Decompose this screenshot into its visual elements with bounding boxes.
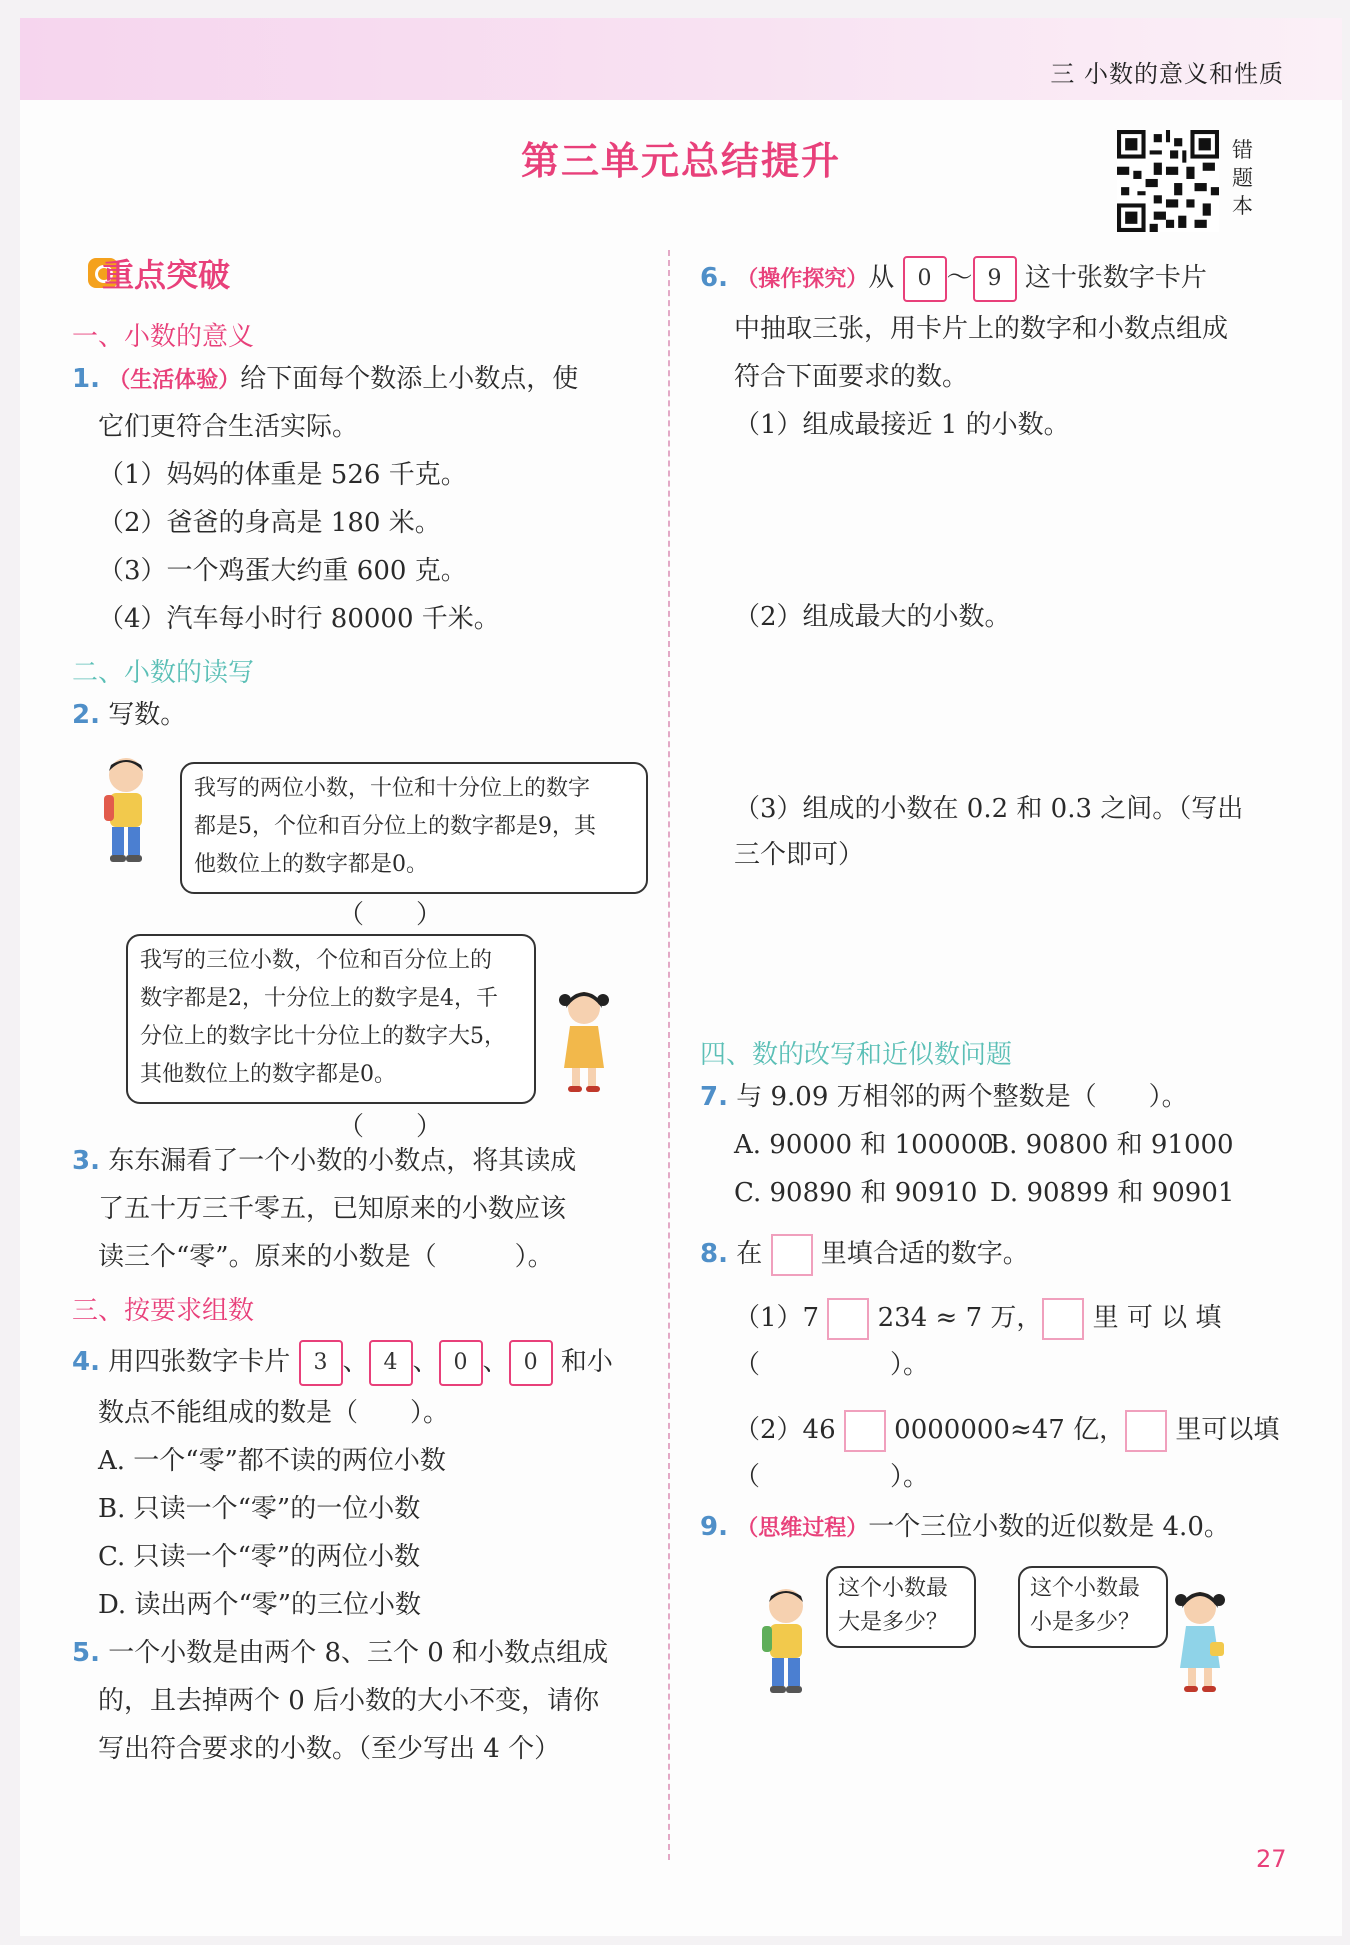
question-1 [72, 364, 578, 395]
question-text: 中抽取三张，用卡片上的数字和小数点组成 [734, 314, 1229, 344]
question-number: 8. [700, 1239, 728, 1269]
bubble-line: 这个小数最 [838, 1576, 949, 1601]
question-8 [700, 1234, 1029, 1276]
question-text: 在 [736, 1239, 763, 1269]
option-d[interactable]: D. 90899 和 90901 [990, 1178, 1235, 1208]
question-text: 一个三位小数的近似数是 4.0。 [868, 1512, 1230, 1542]
chapter-title: 三 小数的意义和性质 [1050, 60, 1284, 88]
question-number: 3. [72, 1146, 100, 1176]
question-tag: （操作探究） [736, 266, 869, 292]
question-7 [700, 1082, 1188, 1112]
question-text: 里填合适的数字。 [820, 1239, 1029, 1269]
page [20, 18, 1342, 1936]
bubble-line: 分位上的数字比十分位上的数字大5， [140, 1024, 506, 1049]
bubble-line: 大是多少？ [838, 1610, 949, 1635]
number-card: 0 [903, 256, 947, 302]
question-text: 从 [868, 263, 895, 293]
list-item: （1）妈妈的体重是 526 千克。 [98, 460, 467, 490]
sub-text: 里 可 以 填 [1092, 1303, 1222, 1333]
tilde: ～ [946, 263, 973, 293]
question-4 [72, 1340, 613, 1386]
question-text: 数点不能组成的数是（ ）。 [98, 1398, 450, 1428]
question-text: 与 9.09 万相邻的两个整数是（ ）。 [736, 1082, 1188, 1112]
question-text: 和小 [560, 1347, 613, 1377]
bubble-line: 他数位上的数字都是0。 [194, 852, 428, 877]
question-text: 写出符合要求的小数。（至少写出 4 个） [98, 1734, 561, 1764]
question-text: 东东漏看了一个小数的小数点，将其读成 [108, 1146, 577, 1176]
question-tag: （思维过程） [736, 1515, 869, 1541]
column-divider [668, 250, 670, 1860]
section-heading-3: 三、按要求组数 [72, 1296, 255, 1326]
bubble-line: 数字都是2，十分位上的数字是4，千 [140, 986, 498, 1011]
qr-label-char: 本 [1232, 194, 1253, 218]
option-c[interactable]: C. 90890 和 90910 [734, 1178, 978, 1208]
key-heading: 重点突破 [102, 256, 231, 294]
boy-illustration [96, 753, 156, 868]
answer-blank[interactable]: （ ） [338, 900, 443, 930]
question-number: 7. [700, 1082, 728, 1112]
question-3 [72, 1146, 576, 1176]
sub-question: 三个即可） [734, 840, 865, 870]
sub-question [734, 1410, 1279, 1452]
question-6 [700, 256, 1207, 302]
number-card: 3 [299, 1340, 343, 1386]
sub-question: （1）组成最接近 1 的小数。 [734, 410, 1070, 440]
number-card: 0 [509, 1340, 553, 1386]
girl-illustration [554, 986, 614, 1098]
question-number: 1. [72, 364, 100, 394]
option-b[interactable]: B. 90800 和 91000 [990, 1130, 1234, 1160]
sub-question [734, 1298, 1221, 1340]
number-card: 9 [973, 256, 1017, 302]
question-number: 6. [700, 263, 728, 293]
sub-text: （2）46 [734, 1415, 836, 1445]
question-number: 9. [700, 1512, 728, 1542]
speech-bubble-max [826, 1566, 976, 1648]
fill-box[interactable] [1125, 1410, 1167, 1452]
sub-question: （2）组成最大的小数。 [734, 602, 1011, 632]
question-tag: （生活体验） [108, 367, 241, 393]
option-c[interactable]: C. 只读一个“零”的两位小数 [98, 1542, 421, 1572]
section-heading-1: 一、小数的意义 [72, 322, 255, 352]
bubble-line: 小是多少？ [1030, 1610, 1141, 1635]
fill-box[interactable] [844, 1410, 886, 1452]
question-number: 2. [72, 700, 100, 730]
fill-box[interactable] [771, 1234, 813, 1276]
bubble-line: 都是5，个位和百分位上的数字都是9，其 [194, 814, 596, 839]
question-2 [72, 700, 186, 730]
unit-title: 第三单元总结提升 [520, 139, 841, 183]
header-band [20, 18, 1342, 100]
qr-label-char: 错 [1232, 138, 1253, 162]
bubble-line: 我写的两位小数，十位和十分位上的数字 [194, 776, 591, 801]
question-text: 它们更符合生活实际。 [98, 412, 359, 442]
question-text: 了五十万三千零五，已知原来的小数应该 [98, 1194, 567, 1224]
option-b[interactable]: B. 只读一个“零”的一位小数 [98, 1494, 421, 1524]
question-number: 5. [72, 1638, 100, 1668]
separator: 、 [412, 1347, 439, 1377]
sub-text: 0000000≈47 亿， [894, 1415, 1126, 1445]
question-text: 写数。 [108, 700, 187, 730]
sub-text: 234 ≈ 7 万， [877, 1303, 1043, 1333]
question-5 [72, 1638, 608, 1668]
qr-code-icon[interactable] [1117, 130, 1219, 232]
answer-blank[interactable]: （ ）。 [734, 1350, 930, 1380]
answer-blank[interactable]: （ ）。 [734, 1462, 930, 1492]
speech-bubble-girl [126, 934, 536, 1104]
bubble-line: 我写的三位小数，个位和百分位上的 [140, 948, 493, 973]
option-d[interactable]: D. 读出两个“零”的三位小数 [98, 1590, 422, 1620]
number-card: 0 [439, 1340, 483, 1386]
separator: 、 [482, 1347, 509, 1377]
question-9 [700, 1512, 1230, 1543]
fill-box[interactable] [1042, 1298, 1084, 1340]
sub-text: （1）7 [734, 1303, 820, 1333]
question-text: 给下面每个数添上小数点，使 [240, 364, 579, 394]
speech-bubble-min [1018, 1566, 1168, 1648]
list-item: （4）汽车每小时行 80000 千米。 [98, 604, 500, 634]
option-a[interactable]: A. 90000 和 100000 [734, 1130, 994, 1160]
question-text: 用四张数字卡片 [108, 1347, 291, 1377]
question-text: 这十张数字卡片 [1024, 263, 1207, 293]
question-text: 一个小数是由两个 8、三个 0 和小数点组成 [108, 1638, 609, 1668]
sub-text: 里可以填 [1175, 1415, 1280, 1445]
fill-box[interactable] [827, 1298, 869, 1340]
qr-label [1232, 136, 1256, 220]
option-a[interactable]: A. 一个“零”都不读的两位小数 [98, 1446, 446, 1476]
qr-label-char: 题 [1232, 166, 1253, 190]
bubble-line: 这个小数最 [1030, 1576, 1141, 1601]
question-text: 符合下面要求的数。 [734, 362, 969, 392]
speech-bubble-boy [180, 762, 648, 894]
question-number: 4. [72, 1347, 100, 1377]
boy-illustration-2 [756, 1584, 816, 1696]
question-text: 的，且去掉两个 0 后小数的大小不变，请你 [98, 1686, 600, 1716]
girl-illustration-2 [1170, 1586, 1230, 1698]
bubble-line: 其他数位上的数字都是0。 [140, 1062, 396, 1087]
question-text: 读三个“零”。原来的小数是（ ）。 [98, 1242, 554, 1272]
answer-blank[interactable]: （ ） [338, 1112, 443, 1142]
list-item: （2）爸爸的身高是 180 米。 [98, 508, 441, 538]
number-card: 4 [369, 1340, 413, 1386]
section-heading-2: 二、小数的读写 [72, 658, 255, 688]
section-heading-4: 四、数的改写和近似数问题 [700, 1040, 1013, 1070]
sub-question: （3）组成的小数在 0.2 和 0.3 之间。（写出 [734, 794, 1244, 824]
separator: 、 [342, 1347, 369, 1377]
page-number: 27 [1256, 1845, 1287, 1873]
list-item: （3）一个鸡蛋大约重 600 克。 [98, 556, 467, 586]
